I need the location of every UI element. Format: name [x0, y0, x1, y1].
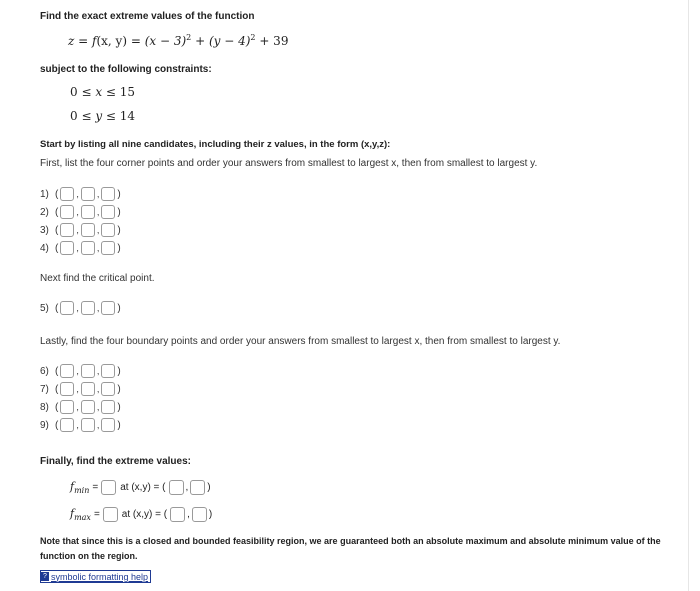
candidate-label: 4) — [40, 242, 49, 254]
candidate-x-input[interactable] — [60, 364, 74, 378]
term-y: (y − 4) — [208, 34, 251, 48]
fmax-close-paren: ) — [208, 509, 213, 521]
candidate-x-input[interactable] — [60, 301, 74, 315]
candidate-z-input[interactable] — [101, 418, 115, 432]
comma: , — [76, 402, 79, 412]
constraint-x-var: x — [95, 85, 103, 99]
candidate-label: 1) — [40, 188, 49, 200]
candidate-row — [40, 381, 121, 397]
candidate-y-input[interactable] — [81, 364, 95, 378]
close-paren: ) — [117, 242, 121, 254]
open-paren: ( — [55, 419, 59, 431]
candidate-y-input[interactable] — [81, 301, 95, 315]
fmax-symbol — [70, 507, 91, 522]
candidate-row — [40, 363, 121, 379]
constraint-x — [70, 85, 135, 99]
comma: , — [76, 420, 79, 430]
help-link-label: symbolic formatting help — [51, 571, 149, 582]
candidate-label: 8) — [40, 401, 49, 413]
candidate-label: 3) — [40, 224, 49, 236]
plus-sign: + — [191, 34, 209, 48]
open-paren: ( — [55, 206, 59, 218]
candidate-row — [40, 240, 121, 256]
fmax-at-label: at (x,y) = ( — [121, 509, 168, 521]
constraint-y-hi: 14 — [119, 109, 136, 123]
constraint-x-le2: ≤ — [102, 85, 120, 99]
f-symbol: f — [92, 34, 97, 48]
fmin-close-paren: ) — [207, 482, 211, 494]
close-paren: ) — [117, 188, 121, 200]
candidate-x-input[interactable] — [60, 400, 74, 414]
close-paren: ) — [117, 302, 121, 314]
constraint-y-var: y — [95, 109, 103, 123]
candidate-z-input[interactable] — [101, 187, 115, 201]
candidate-z-input[interactable] — [101, 364, 115, 378]
help-icon: ? — [41, 572, 49, 581]
constraint-y-le2: ≤ — [102, 109, 120, 123]
candidate-label: 7) — [40, 383, 49, 395]
open-paren: ( — [55, 224, 59, 236]
constraint-x-hi: 15 — [119, 85, 136, 99]
constraint-x-le1: ≤ — [77, 85, 96, 99]
comma: , — [96, 420, 100, 430]
comma: , — [76, 243, 79, 253]
candidate-y-input[interactable] — [81, 241, 95, 255]
fmax-equals: = — [93, 509, 100, 521]
open-paren: ( — [55, 383, 59, 395]
candidate-x-input[interactable] — [60, 382, 74, 396]
fmax-y-input[interactable] — [192, 507, 207, 522]
fmax-f: f — [70, 507, 75, 520]
fmin-value-input[interactable] — [101, 480, 116, 495]
candidate-x-input[interactable] — [60, 205, 74, 219]
note-text: Note that since this is a closed and bounded feasibility region, we are guaranteed both an absolute maximum and absolute minimum value of the function on the region. — [40, 536, 661, 561]
constraints-heading: subject to the following constraints: — [40, 64, 212, 75]
fmax-value-input[interactable] — [103, 507, 118, 522]
candidate-y-input[interactable] — [81, 418, 95, 432]
comma: , — [96, 303, 100, 313]
boundary-instruction: Lastly, find the four boundary points and order your answers from smallest to largest x, then from smallest to largest y. — [40, 336, 561, 347]
listing-instruction: Start by listing all nine candidates, including their z values, in the form (x,y,z): — [40, 139, 391, 150]
fmin-y-input[interactable] — [190, 480, 205, 495]
candidate-label: 5) — [40, 302, 49, 314]
candidate-label: 2) — [40, 206, 49, 218]
candidate-row — [40, 204, 121, 220]
fmin-row — [70, 480, 211, 495]
candidate-z-input[interactable] — [101, 205, 115, 219]
candidate-z-input[interactable] — [101, 400, 115, 414]
fmax-comma: , — [187, 509, 190, 521]
candidate-y-input[interactable] — [81, 223, 95, 237]
function-equation — [68, 33, 288, 48]
candidate-y-input[interactable] — [81, 187, 95, 201]
candidate-x-input[interactable] — [60, 187, 74, 201]
candidate-z-input[interactable] — [101, 223, 115, 237]
comma: , — [96, 243, 100, 253]
comma: , — [96, 402, 100, 412]
candidate-row — [40, 186, 121, 202]
close-paren: ) — [117, 383, 121, 395]
fmax-row — [70, 507, 212, 522]
close-paren: ) — [117, 401, 121, 413]
close-paren: ) — [117, 419, 121, 431]
candidate-row — [40, 399, 121, 415]
candidate-x-input[interactable] — [60, 241, 74, 255]
comma: , — [96, 225, 100, 235]
page-border — [688, 0, 689, 591]
comma: , — [76, 207, 79, 217]
fmax-sub: max — [74, 513, 91, 523]
candidate-label: 6) — [40, 365, 49, 377]
comma: , — [76, 303, 79, 313]
comma: , — [96, 384, 100, 394]
candidate-row — [40, 417, 121, 433]
candidate-label: 9) — [40, 419, 49, 431]
open-paren: ( — [55, 188, 59, 200]
open-paren: ( — [55, 401, 59, 413]
fmin-x-input[interactable] — [169, 480, 184, 495]
candidate-row — [40, 222, 121, 238]
fmax-x-input[interactable] — [170, 507, 185, 522]
candidate-z-input[interactable] — [101, 241, 115, 255]
comma: , — [76, 366, 79, 376]
constraint-y-le1: ≤ — [77, 109, 96, 123]
comma: , — [96, 189, 100, 199]
candidate-x-input[interactable] — [60, 223, 74, 237]
comma: , — [76, 189, 79, 199]
close-paren: ) — [117, 206, 121, 218]
fmin-equals: = — [92, 482, 99, 494]
fmin-at-label: at (x,y) = ( — [120, 482, 166, 494]
term-x: (x − 3) — [144, 34, 187, 48]
close-paren: ) — [117, 224, 121, 236]
fmin-f: f — [70, 480, 75, 493]
fmin-comma: , — [185, 482, 189, 494]
intro-text: Find the exact extreme values of the function — [40, 11, 255, 22]
extreme-heading: Finally, find the extreme values: — [40, 456, 191, 467]
candidate-z-input[interactable] — [101, 301, 115, 315]
candidate-y-input[interactable] — [81, 400, 95, 414]
candidate-y-input[interactable] — [81, 205, 95, 219]
symbolic-formatting-help-link[interactable] — [40, 570, 151, 583]
candidate-y-input[interactable] — [81, 382, 95, 396]
constraint-y-lo: 0 — [70, 109, 78, 123]
exponent-y: 2 — [250, 33, 256, 42]
f-args: (x, y) — [96, 34, 128, 48]
exponent-x: 2 — [186, 33, 192, 42]
comma: , — [96, 207, 100, 217]
z-var: z — [68, 34, 75, 48]
open-paren: ( — [55, 302, 59, 314]
comma: , — [96, 366, 100, 376]
open-paren: ( — [55, 242, 59, 254]
equals-sign: = — [74, 34, 93, 48]
corner-instruction: First, list the four corner points and order your answers from smallest to largest x, then from smallest to largest y. — [40, 158, 538, 169]
open-paren: ( — [55, 365, 59, 377]
constraint-x-lo: 0 — [70, 85, 78, 99]
constant-term: + 39 — [255, 34, 289, 48]
candidate-x-input[interactable] — [60, 418, 74, 432]
equals-sign-2: = — [127, 34, 145, 48]
fmin-sub: min — [74, 486, 90, 496]
comma: , — [76, 225, 79, 235]
fmin-symbol — [70, 480, 89, 495]
candidate-row — [40, 300, 121, 316]
close-paren: ) — [117, 365, 121, 377]
constraint-y — [70, 109, 135, 123]
comma: , — [76, 384, 79, 394]
candidate-z-input[interactable] — [101, 382, 115, 396]
critical-instruction: Next find the critical point. — [40, 273, 155, 284]
